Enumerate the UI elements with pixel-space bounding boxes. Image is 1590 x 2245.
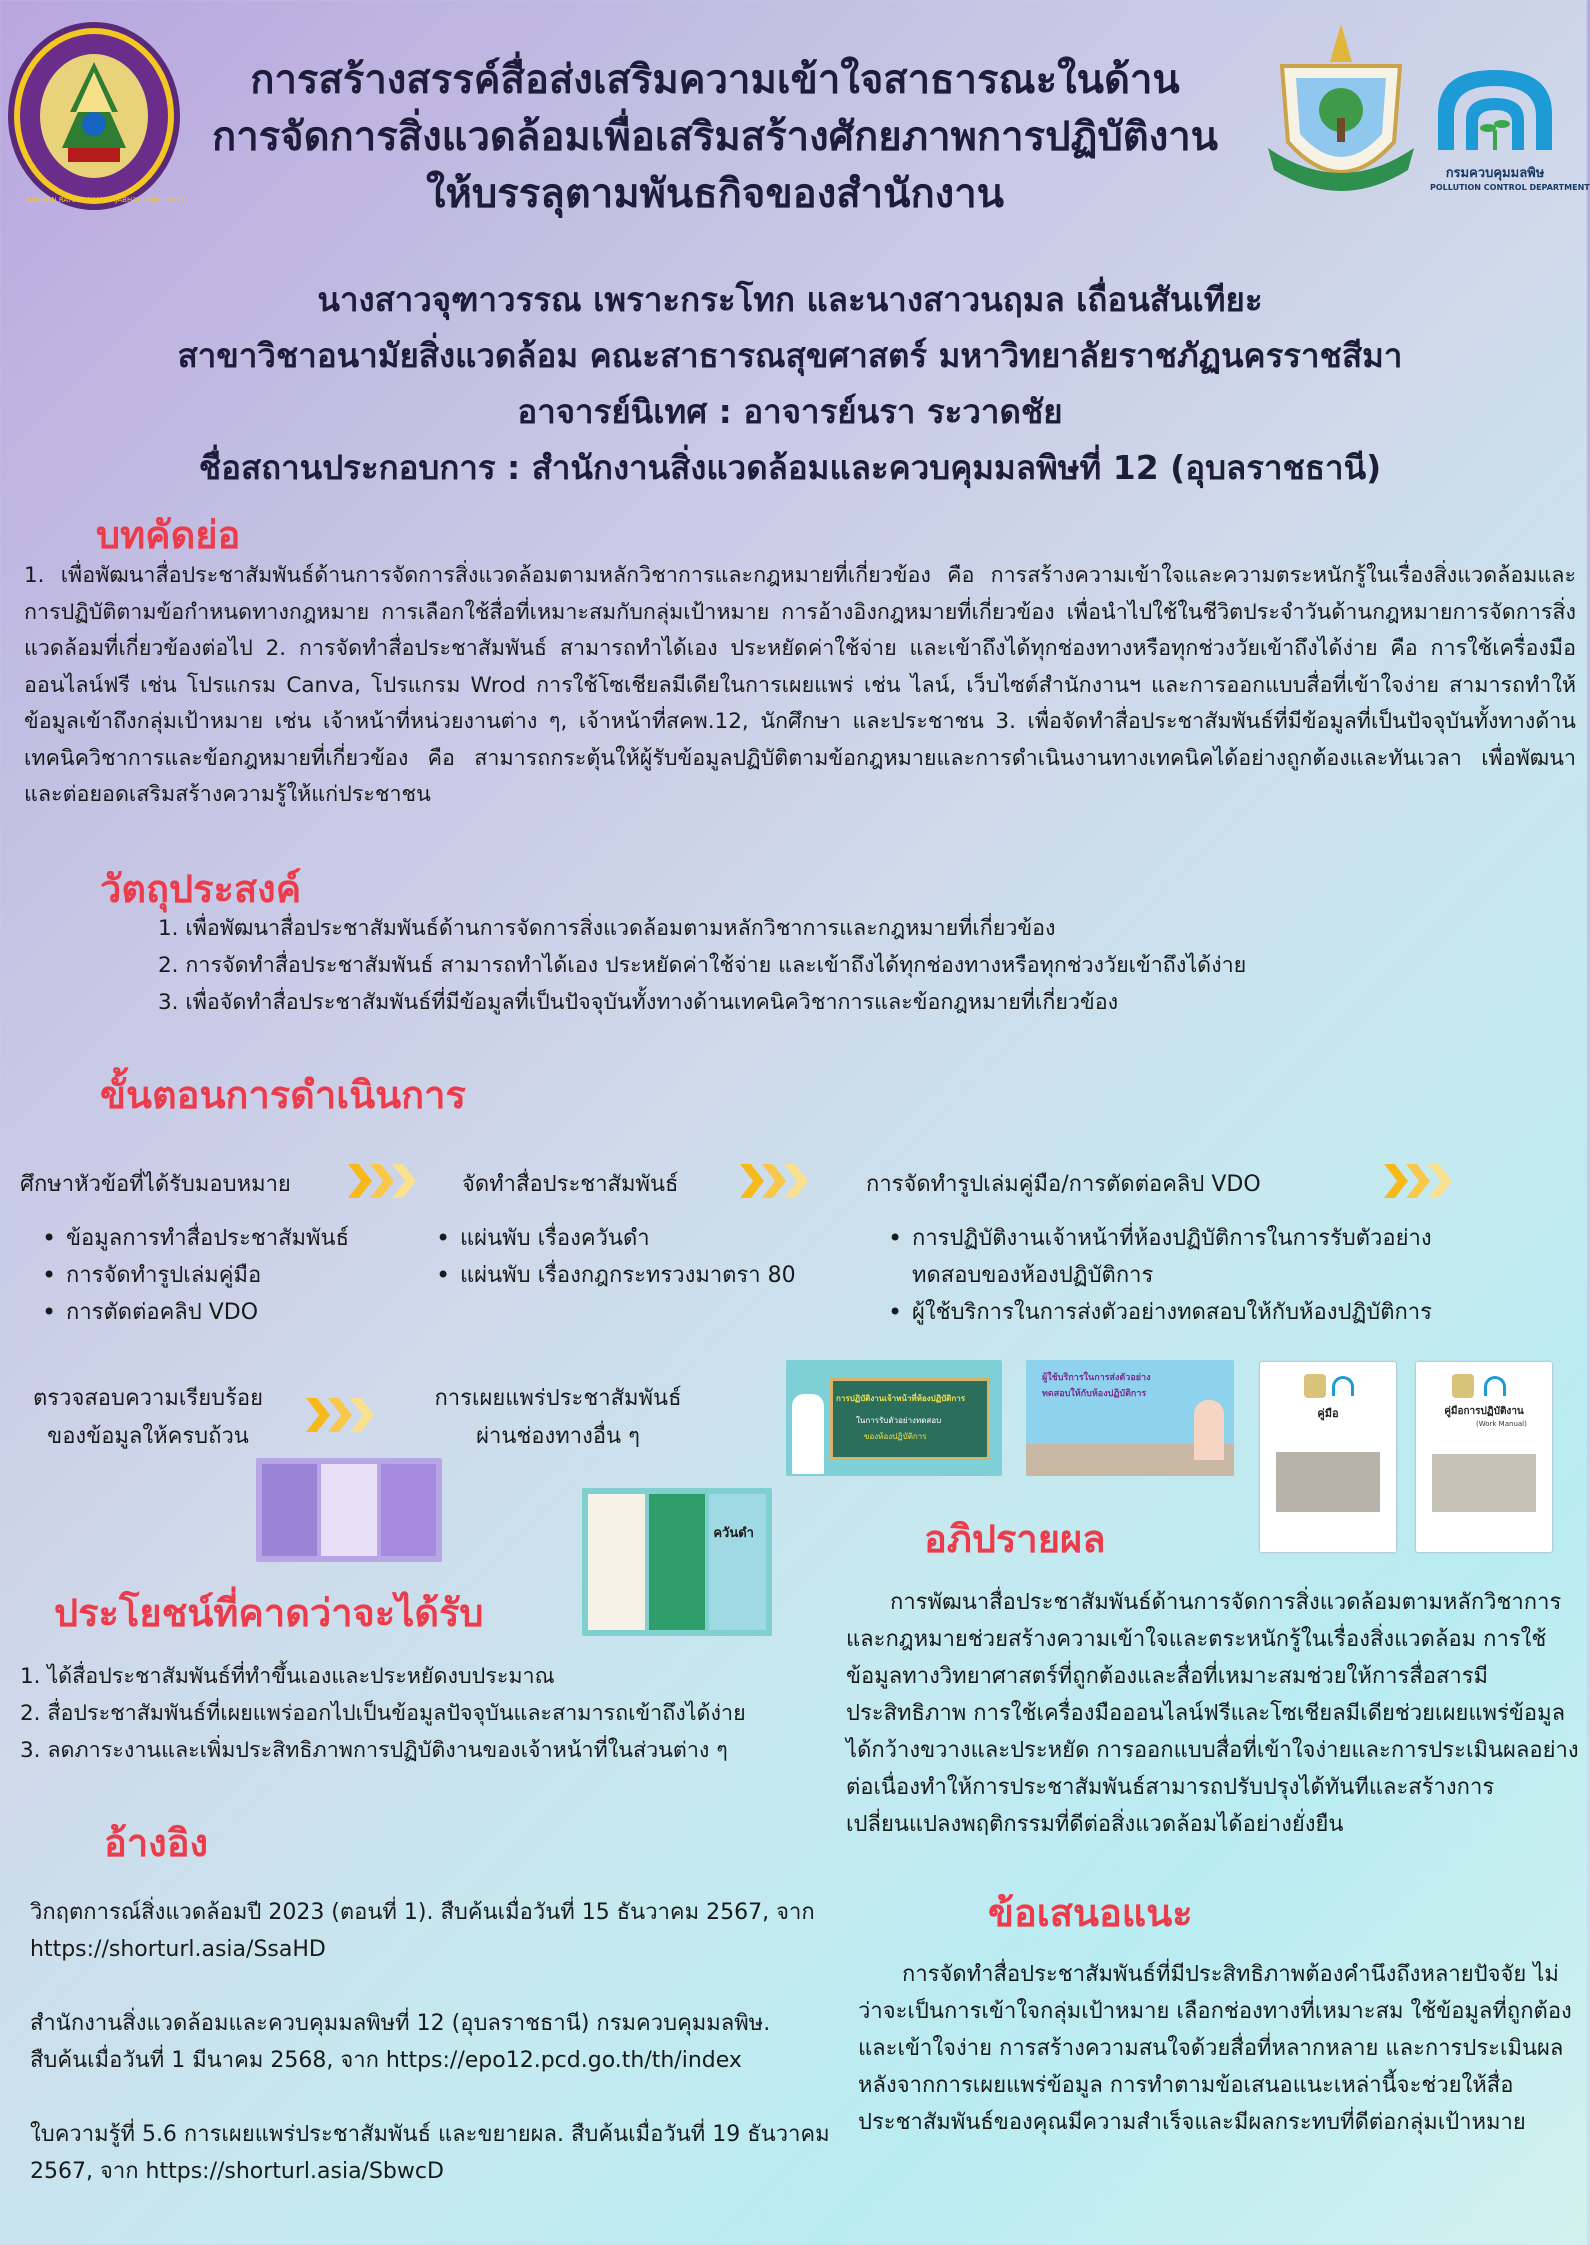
poster-title	[150, 52, 1280, 223]
procedure-heading: ขั้นตอนการดำเนินการ	[100, 1073, 466, 1117]
pcd-logo	[1430, 64, 1590, 204]
manual-2-cover-image	[1416, 1362, 1552, 1552]
manual-logo	[1452, 1374, 1474, 1398]
manual-2-subtitle: (Work Manual)	[1476, 1420, 1527, 1428]
brochure-black-smoke-image	[582, 1488, 772, 1636]
manual-logo	[1332, 1376, 1354, 1396]
video-2-subtitle: ทดสอบให้กับห้องปฏิบัติการ	[1042, 1389, 1147, 1399]
step-bullet: • การตัดต่อคลิป VDO	[38, 1294, 378, 1331]
manual-logo	[1484, 1376, 1506, 1396]
presenter-figure	[1194, 1400, 1224, 1460]
objective-item: 1. เพื่อพัฒนาสื่อประชาสัมพันธ์ด้านการจัดการสิ่งแวดล้อมตามหลักวิชาการและกฎหมายที่เกี่ยวข้อง	[158, 916, 1056, 941]
step-4-line: ตรวจสอบความเรียบร้อย	[33, 1386, 263, 1411]
video-2-title: ผู้ใช้บริการในการส่งตัวอย่าง	[1042, 1373, 1151, 1383]
arrow-1-icon	[348, 1164, 414, 1198]
manual-photo	[1276, 1452, 1380, 1512]
title-line-1: การสร้างสรรค์สื่อส่งเสริมความเข้าใจสาธารณะในด้าน	[250, 57, 1180, 103]
abstract-text: 1. เพื่อพัฒนาสื่อประชาสัมพันธ์ด้านการจัดการสิ่งแวดล้อมตามหลักวิชาการและกฎหมายที่เกี่ยวข้อง คือ การสร้างความเข้าใจและความตระหนักรู้ในเรื่องสิ่งแวดล้อมและการปฏิบัติตามข้อกำหนดทางกฎหมาย การเลือกใช้สื่อที่เหมาะสมกับกลุ่มเป้าหมาย การอ้างอิงกฎหมายที่เกี่ยวข้อง เพื่อนำไปใช้ในชีวิตประจำวันด้านกฎหมายการจัดการสิ่งแวดล้อมที่เกี่ยวข้องต่อไป 2. การจัดทำสื่อประชาสัมพันธ์ สามารถทำได้เอง ประหยัดค่าใช้จ่าย และเข้าถึงได้ทุกช่องทางหรือทุกช่วงวัยเข้าถึงได้ง่าย คือ การใช้เครื่องมือออนไลน์ฟรี เช่น โปรแกรม Canva, โปรแกรม Wrod การใช้โซเชียลมีเดียในการเผยแพร่ เช่น ไลน์, เว็บไซต์สำนักงานฯ และการออกแบบสื่อที่เข้าใจง่าย สามารถทำให้ข้อมูลเข้าถึงกลุ่มเป้าหมาย เช่น เจ้าหน้าที่หน่วยงานต่าง ๆ, เจ้าหน้าที่สคพ.12, นักศึกษา และประชาชน 3. เพื่อจัดทำสื่อประชาสัมพันธ์ที่มีข้อมูลที่เป็นปัจจุบันทั้งทางด้านเทคนิควิชาการและข้อกฎหมายที่เกี่ยวข้อง คือ สามารถกระตุ้นให้ผู้รับข้อมูลปฏิบัติตามข้อกฎหมายและการดำเนินงานทางเทคนิคได้อย่างถูกต้องและทันเวลา เพื่อพัฒนาและต่อยอดเสริมสร้างความรู้ให้แก่ประชาชน	[24, 563, 1576, 807]
abstract-heading: บทคัดย่อ	[96, 513, 241, 557]
brochure-law-image	[256, 1458, 442, 1562]
step-5-line: ผ่านช่องทางอื่น ๆ	[476, 1424, 640, 1449]
discussion-text: การพัฒนาสื่อประชาสัมพันธ์ด้านการจัดการสิ่งแวดล้อมตามหลักวิชาการและกฎหมายช่วยสร้างความเข้าใจและตระหนักรู้ในเรื่องสิ่งแวดล้อม การใช้ข้อมูลทางวิทยาศาสตร์ที่ถูกต้องและสื่อที่เหมาะสมช่วยให้การสื่อสารมีประสิทธิภาพ การใช้เครื่องมือออนไลน์ฟรีและโซเชียลมีเดียช่วยเผยแพร่ข้อมูลได้กว้างขวางและประหยัด การออกแบบสื่อที่เข้าใจง่ายและการประเมินผลอย่างต่อเนื่องทำให้การประชาสัมพันธ์สามารถปรับปรุงได้ทันทีและสร้างการเปลี่ยนแปลงพฤติกรรมที่ดีต่อสิ่งแวดล้อมได้อย่างยั่งยืน	[846, 1590, 1579, 1837]
poster-info	[60, 272, 1520, 496]
step-bullet: • ข้อมูลการทำสื่อประชาสัมพันธ์	[38, 1220, 378, 1257]
step-1-title: ศึกษาหัวข้อที่ได้รับมอบหมาย	[20, 1172, 291, 1197]
brochure-panel	[262, 1464, 317, 1556]
step-bullet: • การปฏิบัติงานเจ้าหน้าที่ห้องปฏิบัติการในการรับตัวอย่างทดสอบของห้องปฏิบัติการ	[884, 1220, 1484, 1294]
title-line-3: ให้บรรลุตามพันธกิจของสำนักงาน	[425, 171, 1005, 217]
references-heading: อ้างอิง	[104, 1821, 209, 1865]
pcd-logo-thai: กรมควบคุมมลพิษ	[1445, 166, 1545, 181]
step-2-title: จัดทำสื่อประชาสัมพันธ์	[462, 1172, 679, 1197]
manual-1-title: คู่มือ	[1317, 1407, 1339, 1420]
step-1-bullets	[38, 1220, 378, 1331]
reference-item: วิกฤตการณ์สิ่งแวดล้อมปี 2023 (ตอนที่ 1). สืบค้นเมื่อวันที่ 15 ธันวาคม 2567, จาก https://shorturl.asia/SsaHD	[30, 1900, 815, 1962]
brochure-panel	[588, 1494, 645, 1630]
step-bullet: • แผ่นพับ เรื่องควันดำ	[432, 1220, 852, 1257]
step-bullet: • ผู้ใช้บริการในการส่งตัวอย่างทดสอบให้กับห้องปฏิบัติการ	[884, 1294, 1484, 1331]
step-4-line: ของข้อมูลให้ครบถ้วน	[47, 1424, 249, 1449]
video-1-title: การปฏิบัติงานเจ้าหน้าที่ห้องปฏิบัติการ	[836, 1394, 965, 1403]
step-5-title	[418, 1380, 698, 1456]
step-4-title	[18, 1380, 278, 1456]
brochure-panel	[381, 1464, 436, 1556]
references-list	[30, 1894, 830, 2227]
objective-item: 2. การจัดทำสื่อประชาสัมพันธ์ สามารถทำได้เอง ประหยัดค่าใช้จ่าย และเข้าถึงได้ทุกช่องทางหรือทุกช่วงวัยเข้าถึงได้ง่าย	[158, 953, 1247, 978]
objectives-list	[158, 910, 1246, 1021]
video-1-subtitle-2: ของห้องปฏิบัติการ	[864, 1432, 927, 1441]
step-5-line: การเผยแพร่ประชาสัมพันธ์	[434, 1386, 682, 1411]
pcd-logo-eng: POLLUTION CONTROL DEPARTMENT	[1430, 183, 1590, 192]
brochure-panel	[649, 1494, 706, 1630]
presenter-figure	[792, 1394, 824, 1474]
authors: นางสาวจุฑาวรรณ เพราะกระโทก และนางสาวนฤมล เถื่อนสันเทียะ	[317, 280, 1263, 319]
suggestions-heading: ข้อเสนอแนะ	[988, 1891, 1193, 1935]
video-staff-image	[786, 1360, 1002, 1476]
brochure-title: ควันดำ	[713, 1526, 754, 1541]
brochure-panel	[709, 1494, 766, 1630]
step-3-bullets	[884, 1220, 1484, 1331]
brochure-panel	[321, 1464, 376, 1556]
manual-photo	[1432, 1454, 1536, 1512]
manual-1-cover-image	[1260, 1362, 1396, 1552]
benefits-heading: ประโยชน์ที่คาดว่าจะได้รับ	[54, 1591, 484, 1635]
benefits-list	[20, 1658, 746, 1769]
benefit-item: 3. ลดภาระงานและเพิ่มประสิทธิภาพการปฏิบัติงานของเจ้าหน้าที่ในส่วนต่าง ๆ	[20, 1738, 728, 1763]
suggestions-text: การจัดทำสื่อประชาสัมพันธ์ที่มีประสิทธิภาพต้องคำนึงถึงหลายปัจจัย ไม่ว่าจะเป็นการเข้าใจกลุ่มเป้าหมาย เลือกช่องทางที่เหมาะสม ใช้ข้อมูลที่ถูกต้องและเข้าใจง่าย การสร้างความสนใจด้วยสื่อที่หลากหลาย และการประเมินผลหลังจากการเผยแพร่ข้อมูล การทำตามข้อเสนอแนะเหล่านี้จะช่วยให้สื่อประชาสัมพันธ์ของคุณมีความสำเร็จและมีผลกระทบที่ดีต่อกลุ่มเป้าหมาย	[858, 1962, 1572, 2135]
objectives-heading: วัตถุประสงค์	[100, 867, 302, 911]
video-1-subtitle: ในการรับตัวอย่างทดสอบ	[856, 1416, 942, 1425]
video-customer-image	[1026, 1360, 1234, 1476]
arrow-4-icon	[306, 1398, 372, 1432]
reference-item: สำนักงานสิ่งแวดล้อมและควบคุมมลพิษที่ 12 (อุบลราชธานี) กรมควบคุมมลพิษ. สืบค้นเมื่อวันที่ 1 มีนาคม 2568, จาก https://epo12.pcd.go.th/th/index	[30, 2011, 771, 2073]
office-seal-logo	[1262, 22, 1420, 206]
reference-item: ใบความรู้ที่ 5.6 การเผยแพร่ประชาสัมพันธ์ และขยายผล. สืบค้นเมื่อวันที่ 19 ธันวาคม 2567, จาก https://shorturl.asia/SbwcD	[30, 2122, 830, 2184]
manual-logo	[1304, 1374, 1326, 1398]
advisor: อาจารย์นิเทศ : อาจารย์นรา ระวาดชัย	[517, 392, 1063, 431]
discussion-heading: อภิปรายผล	[924, 1517, 1106, 1561]
benefit-item: 2. สื่อประชาสัมพันธ์ที่เผยแพร่ออกไปเป็นข้อมูลปัจจุบันและสามารถเข้าถึงได้ง่าย	[20, 1701, 746, 1726]
university-logo-text: NAKHON RATCHASIMA RAJABHAT UNIVERSITY	[26, 196, 185, 204]
step-bullet: • การจัดทำรูปเล่มคู่มือ	[38, 1257, 378, 1294]
arrow-3-icon	[1384, 1164, 1450, 1198]
step-bullet: • แผ่นพับ เรื่องกฎกระทรวงมาตรา 80	[432, 1257, 852, 1294]
benefit-item: 1. ได้สื่อประชาสัมพันธ์ที่ทำขึ้นเองและประหยัดงบประมาณ	[20, 1664, 555, 1689]
manual-2-title: คู่มือการปฏิบัติงาน	[1444, 1406, 1524, 1417]
title-line-2: การจัดการสิ่งแวดล้อมเพื่อเสริมสร้างศักยภาพการปฏิบัติงาน	[211, 114, 1219, 160]
workplace: ชื่อสถานประกอบการ : สำนักงานสิ่งแวดล้อมและควบคุมมลพิษที่ 12 (อุบลราชธานี)	[198, 448, 1382, 487]
step-2-bullets	[432, 1220, 852, 1294]
objective-item: 3. เพื่อจัดทำสื่อประชาสัมพันธ์ที่มีข้อมูลที่เป็นปัจจุบันทั้งทางด้านเทคนิควิชาการและข้อกฎหมายที่เกี่ยวข้อง	[158, 990, 1119, 1015]
step-3-title: การจัดทำรูปเล่มคู่มือ/การตัดต่อคลิป VDO	[866, 1172, 1261, 1197]
department: สาขาวิชาอนามัยสิ่งแวดล้อม คณะสาธารณสุขศาสตร์ มหาวิทยาลัยราชภัฏนครราชสีมา	[177, 336, 1403, 375]
arrow-2-icon	[740, 1164, 806, 1198]
